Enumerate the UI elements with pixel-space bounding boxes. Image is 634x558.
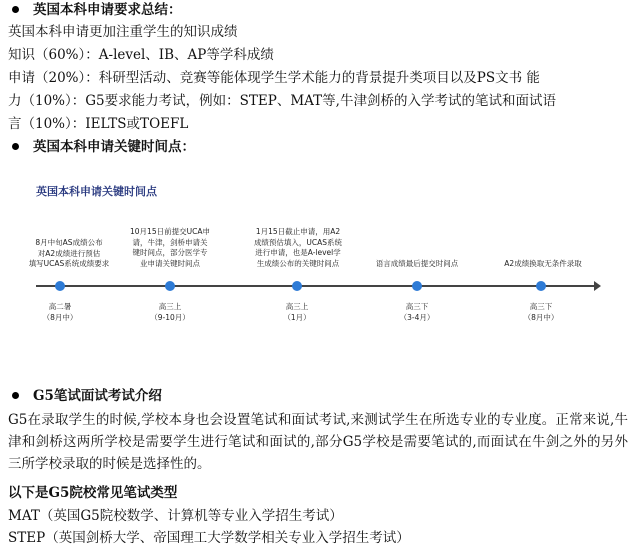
- summary-line-3: 申请（20%）：科研型活动、竞赛等能体现学生学术能力的背景提升类项目以及PS文书 能: [8, 70, 540, 86]
- g5-heading-text: G5笔试面试考试介绍: [33, 388, 162, 404]
- timeline-date-3: 高三上 （1月）: [283, 302, 311, 322]
- timeline-date-2: 高三上 （9-10月）: [150, 302, 190, 322]
- bullet-icon: [12, 6, 19, 13]
- timeline-event-4: 语言成绩最后提交时间点: [375, 259, 459, 268]
- timeline-date-1: 高二暑 （8月中）: [42, 302, 78, 322]
- timeline-arrow-icon: [594, 281, 601, 291]
- summary-line-2: 知识（60%）：A-level、IB、AP等学科成绩: [8, 47, 274, 63]
- timeline-date-5: 高三下 （8月中）: [523, 302, 559, 322]
- g5-types-heading: 以下是G5院校常见笔试类型: [8, 485, 178, 501]
- timeline-event-5: A2成绩换取无条件录取: [504, 259, 582, 268]
- timeline-event-2: 10月15日前提交UCA申 请，牛津，剑桥申请关 键时间点，部分医学专 业申请关键时间点: [130, 227, 210, 268]
- timeline-dot-3: [292, 281, 302, 291]
- summary-line-1: 英国本科申请更加注重学生的知识成绩: [8, 24, 238, 40]
- timeline-axis: [36, 285, 596, 287]
- timeline-dot-5: [536, 281, 546, 291]
- bullet-icon: [12, 392, 19, 399]
- timeline-dot-1: [55, 281, 65, 291]
- g5-heading: [8, 386, 162, 406]
- timeline-title: 英国本科申请关键时间点: [36, 185, 157, 198]
- timeline-section-heading: [8, 137, 195, 157]
- summary-line-4: 力（10%）：G5要求能力考试，例如：STEP、MAT等,牛津剑桥的入学考试的笔试和面试语: [8, 93, 556, 109]
- summary-line-5: 言（10%）：IELTS或TOEFL: [8, 116, 189, 132]
- timeline-section-heading-text: 英国本科申请关键时间点：: [33, 139, 195, 155]
- summary-heading-text: 英国本科申请要求总结：: [33, 2, 182, 18]
- timeline-date-4: 高三下 （3-4月）: [399, 302, 435, 322]
- bullet-icon: [12, 143, 19, 150]
- summary-heading: [8, 0, 182, 20]
- timeline-dot-2: [165, 281, 175, 291]
- g5-type-2: STEP（英国剑桥大学、帝国理工大学数学相关专业入学招生考试）: [8, 530, 410, 546]
- g5-paragraph: G5在录取学生的时候,学校本身也会设置笔试和面试考试,来测试学生在所选专业的专业度。正常来说,牛津和剑桥这两所学校是需要学生进行笔试和面试的,部分G5学校是需要笔试的,而面试在牛剑之外的另外三所学校录取的时候是选择性的。: [8, 412, 628, 472]
- g5-type-1: MAT（英国G5院校数学、计算机等专业入学招生考试）: [8, 508, 343, 524]
- timeline-event-3: 1月15日截止申请，用A2 成绩预估填入，UCAS系统 进行申请，也是A-level学 生成绩公布的关键时间点: [253, 227, 343, 268]
- timeline-event-1: 8月中旬AS成绩公布 对A2成绩进行预估 填写UCAS系统成绩要求: [28, 238, 110, 268]
- timeline-dot-4: [412, 281, 422, 291]
